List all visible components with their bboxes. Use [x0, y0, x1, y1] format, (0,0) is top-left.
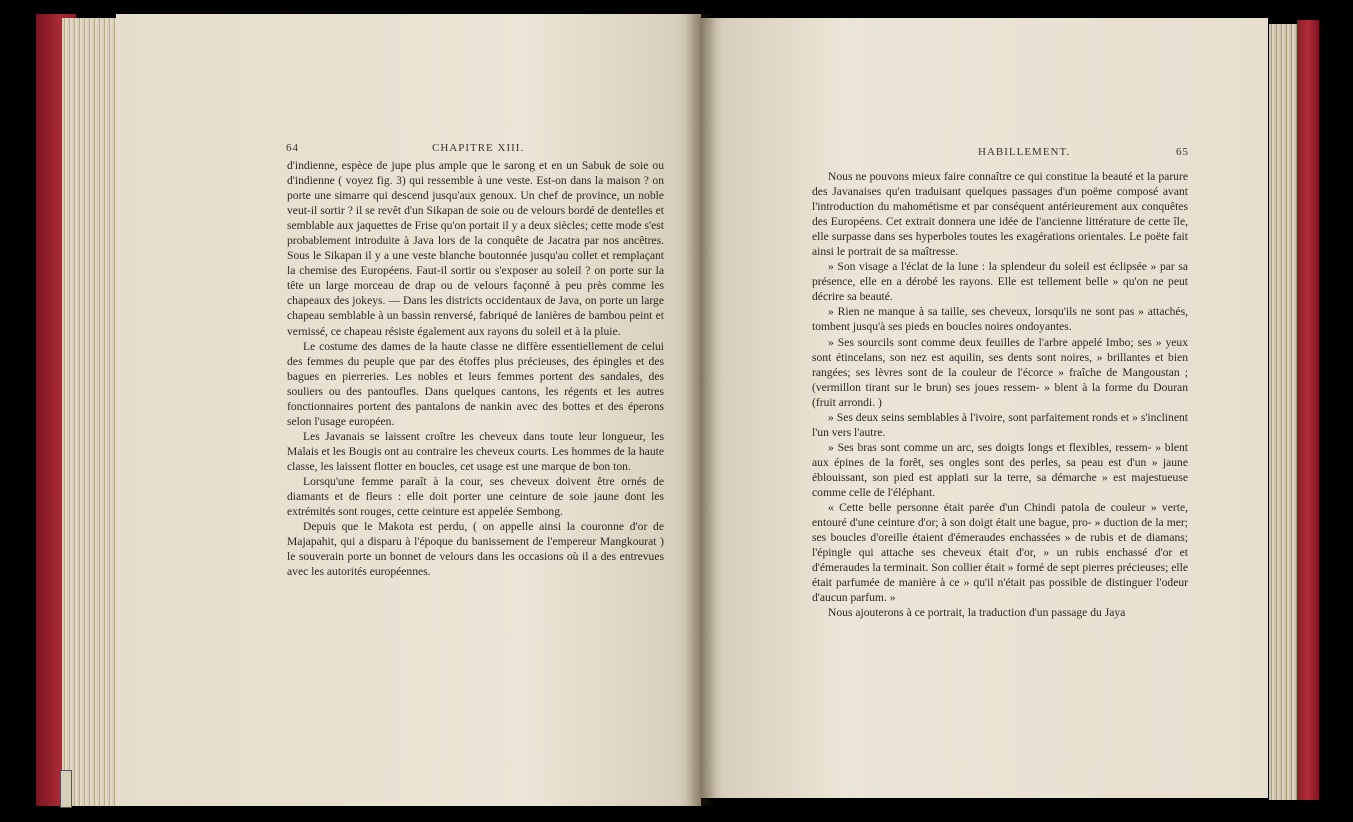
page-number-left: 64: [286, 142, 299, 154]
running-head-left: CHAPITRE XIII.: [432, 142, 525, 154]
paragraph: « Cette belle personne était parée d'un Chindi patola de couleur » verte, entouré d'une ceinture d'or; à son doigt était une bague, pro- » duction de la mer; ses boucles d'oreille étaient d'émeraudes enchassées » de rubis et de diamans; l'épingle qui attache ses cheveux était d'or, » un rubis enchassé d'or et d'émeraudes la terminait. Son collier était » formé de sept pierres précieuses; elle était parfumée de manière à ce » qu'il n'était pas possible de distinguer l'odeur d'aucun parfum. »: [812, 501, 1188, 605]
paragraph: d'indienne, espèce de jupe plus ample que le sarong et en un Sabuk de soie ou d'indienne ( voyez fig. 3) qui ressemble à une veste. Est-on dans la maison ? on porte une simarre qui descend jusqu'aux genoux. Un chef de province, un noble veut-il sortir ? il se revêt d'un Sikapan de soie ou de velours bordé de dentelles et semblable aux jaquettes de Frise qu'on portait il y a deux siècles; cette mode s'est probablement introduite à Java lors de la conquête de Jacatra par nos ancêtres. Sous le Sikapan il y a une veste blanche boutonnée jusqu'au collet et remplaçant la chemise des Européens. Faut-il sortir ou s'exposer au soleil ? on porte sur la tête un large morceau de drap ou de velours façonné à peu près comme les chapeaux des jokeys. — Dans les districts occidentaux de Java, on porte un large chapeau semblable à un bassin renversé, fabriqué de lanières de bambou peint et vernissé, ce chapeau résiste également aux rayons du soleil et à la pluie.: [287, 159, 664, 338]
paragraph: » Ses deux seins semblables à l'ivoire, sont parfaitement ronds et » s'inclinent l'un vers l'autre.: [812, 410, 1188, 439]
paragraph: Depuis que le Makota est perdu, ( on appelle ainsi la couronne d'or de Majapahit, qui a disparu à l'époque du banissement de l'empereur Mangkourat ) le souverain porte un bonnet de velours dans les occasions où il a des entrevues avec les autorités européennes.: [287, 520, 664, 579]
paragraph: » Ses sourcils sont comme deux feuilles de l'arbre appelé Imbo; ses » yeux sont étincelans, son nez est aquilin, ses dents sont noires, » brillantes et bien rangées; ses lèvres sont de la couleur de l'écorce » fraîche de Mangoustan ; (vermillon tirant sur le brun) ses joues ressem- » blent à la forme du Douran (fruit arrondi. ): [812, 335, 1188, 409]
catalog-label: [60, 770, 72, 808]
paragraph: Nous ajouterons à ce portrait, la traduction d'un passage du Jaya: [828, 606, 1126, 620]
paragraph: Les Javanais se laissent croître les cheveux dans toute leur longueur, les Malais et les Bougis ont au contraire les cheveux courts. Les hommes de la haute classe, les laissent flotter en boucles, cet usage est une marque de bon ton.: [287, 429, 664, 473]
right-page-body: [812, 169, 1188, 620]
paragraph: Lorsqu'une femme paraît à la cour, ses cheveux doivent être ornés de diamants et de fleurs : elle doit porter une ceinture de soie jaune dont les extrémités sont rouges, cette ceinture est appelée Sembong.: [287, 474, 664, 519]
left-page: [116, 14, 701, 806]
paragraph: » Son visage a l'éclat de la lune : la splendeur du soleil est éclipsée » par sa présence, elle en a dérobé les rayons. Elle est tellement belle » qu'on ne peut décrire sa beauté.: [812, 260, 1188, 304]
left-page-edges: [62, 18, 120, 806]
paragraph: Nous ne pouvons mieux faire connaître ce qui constitue la beauté et la parure des Javanaises qu'en traduisant quelques passages d'un poëme composé avant l'introduction du mahométisme et par conséquent antérieurement aux conquêtes des Européens. Cet extrait donnera une idée de l'ancienne littérature de cette île, elle surpasse dans ses hyperboles toutes les exagérations orientales. Le poëte fait ainsi le portrait de sa maîtresse.: [812, 170, 1188, 259]
right-cover: [1297, 20, 1319, 800]
paragraph: » Ses bras sont comme un arc, ses doigts longs et flexibles, ressem- » blent aux épines de la forêt, ses ongles sont des perles, sa peau est d'un » jaune éblouissant, son pied est applati sur la terre, sa démarche » est majestueuse comme celle de l'éléphant.: [812, 440, 1188, 499]
running-head-right: HABILLEMENT.: [978, 146, 1071, 158]
open-book: [36, 10, 1319, 810]
paragraph: Le costume des dames de la haute classe ne diffère essentiellement de celui des femmes du peuple que par des étoffes plus précieuses, des épingles et des bagues en pierreries. Les nobles et leurs femmes portent des sandales, des souliers ou des pantoufles. Dans quelques cantons, les régents et les autres fonctionnaires portent des pantalons de nankin avec des bottes et des éperons selon l'usage européen.: [287, 339, 664, 428]
page-number-right: 65: [1176, 146, 1189, 158]
left-page-body: [287, 158, 664, 579]
right-page: [700, 18, 1268, 798]
book-gutter: [686, 14, 716, 806]
paragraph: » Rien ne manque à sa taille, ses cheveux, lorsqu'ils ne sont pas » attachés, tombent jusqu'à ses pieds en boucles noires ondoyantes.: [812, 305, 1188, 334]
